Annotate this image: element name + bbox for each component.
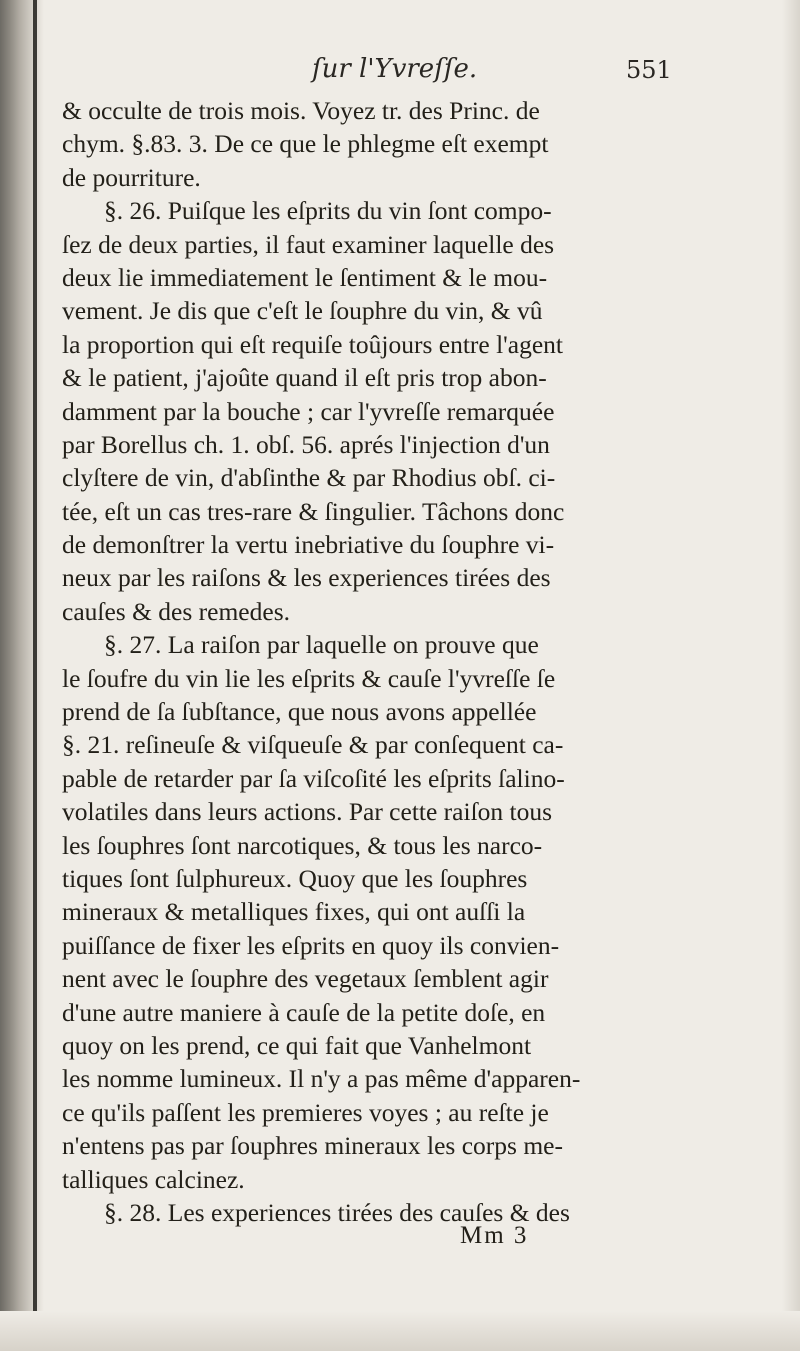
text-line: clyſtere de vin, d'abſinthe & par Rhodius obſ. ci- [62, 463, 556, 493]
text-line: d'une autre maniere à cauſe de la petite doſe, en [62, 997, 546, 1027]
text-line: pable de retarder par ſa viſcoſité les eſprits ſalino- [62, 763, 565, 793]
text-line: le ſoufre du vin lie les eſprits & cauſe l'yvreſſe ſe [62, 663, 556, 693]
page-edge-right [782, 0, 800, 1351]
paragraph-start-27: §. 27. La raiſon par laquelle on prouve que [104, 630, 539, 660]
text-line: ce qu'ils paſſent les premieres voyes ; au reſte je [62, 1097, 549, 1127]
text-line: tée, eſt un cas tres-rare & ſingulier. Tâchons donc [62, 496, 565, 526]
text-line: deux lie immediatement le ſentiment & le mou- [62, 262, 548, 292]
text-line: les ſouphres ſont narcotiques, & tous les narco- [62, 830, 543, 860]
text-line: de demonſtrer la vertu inebriative du ſouphre vi- [62, 530, 555, 560]
text-line: vement. Je dis que c'eſt le ſouphre du vin, & vû [62, 296, 543, 326]
text-line: §. 21. reſineuſe & viſqueuſe & par conſequent ca- [62, 730, 564, 760]
text-line: par Borellus ch. 1. obſ. 56. aprés l'injection d'un [62, 429, 550, 459]
text-line: n'entens pas par ſouphres mineraux les corps me- [62, 1131, 563, 1161]
page-number: 551 [626, 56, 672, 84]
page-header [62, 50, 682, 90]
text-line: prend de ſa ſubſtance, que nous avons appellée [62, 697, 537, 727]
body-text [62, 94, 682, 1229]
text-line: nent avec le ſouphre des vegetaux ſemblent agir [62, 964, 549, 994]
text-line: de pourriture. [62, 162, 201, 192]
text-line: la proportion qui eſt requiſe toûjours entre l'agent [62, 329, 563, 359]
text-line: & occulte de trois mois. Voyez tr. des Princ. de [62, 96, 540, 125]
spine-shadow [33, 0, 37, 1351]
text-line: tiques ſont ſulphureux. Quoy que les ſouphres [62, 863, 528, 893]
text-line: volatiles dans leurs actions. Par cette raiſon tous [62, 797, 553, 827]
text-line: mineraux & metalliques fixes, qui ont auſſi la [62, 897, 526, 927]
text-line: damment par la bouche ; car l'yvreſſe remarquée [62, 396, 555, 426]
running-title: ſur l'Yvreſſe. [312, 54, 478, 84]
signature-mark: Mm 3 [460, 1222, 529, 1249]
text-line: neux par les raiſons & les experiences tirées des [62, 563, 551, 593]
text-line: cauſes & des remedes. [62, 596, 290, 626]
paragraph-start-26: §. 26. Puiſque les eſprits du vin ſont compo- [104, 196, 552, 226]
text-line: & le patient, j'ajoûte quand il eſt pris trop abon- [62, 363, 547, 393]
page-edge-bottom [0, 1311, 800, 1351]
text-line: talliques calcinez. [62, 1164, 245, 1194]
text-line: ſez de deux parties, il faut examiner laquelle des [62, 229, 555, 259]
paragraph-start-28: §. 28. Les experiences tirées des cauſes & des [104, 1197, 570, 1227]
text-line: les nomme lumineux. Il n'y a pas même d'apparen- [62, 1064, 581, 1094]
text-line: chym. §.83. 3. De ce que le phlegme eſt exempt [62, 129, 549, 159]
page-gutter [0, 0, 44, 1351]
text-line: quoy on les prend, ce qui fait que Vanhelmont [62, 1030, 532, 1060]
text-line: puiſſance de fixer les eſprits en quoy ils convien- [62, 930, 560, 960]
